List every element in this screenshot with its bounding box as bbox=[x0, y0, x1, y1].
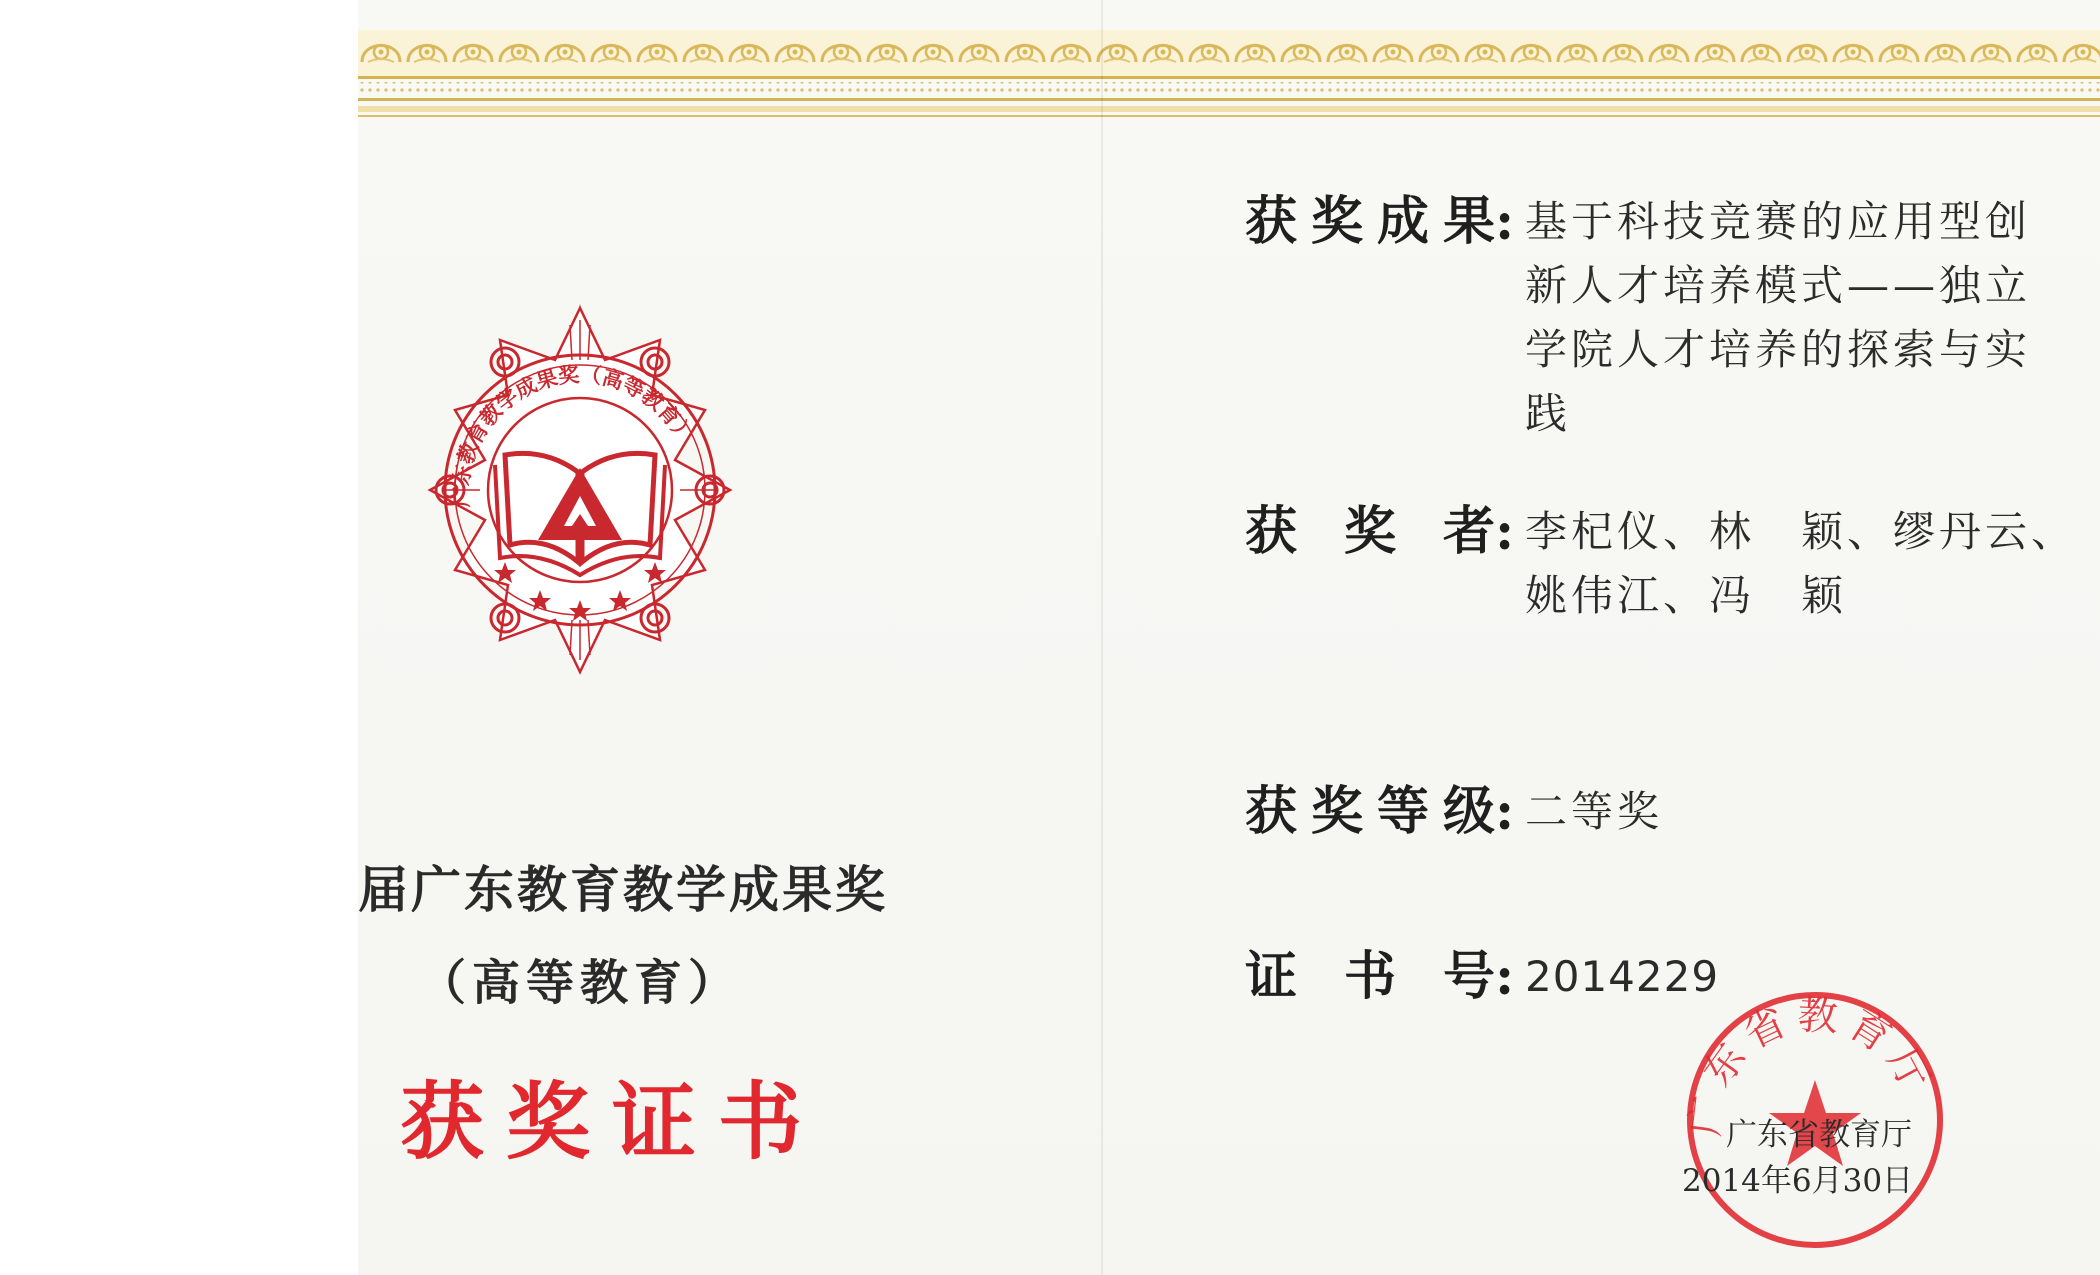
level-value: 二等奖 bbox=[1525, 787, 1664, 836]
scan-margin bbox=[0, 0, 358, 1275]
cert-number-value: 2014229 bbox=[1525, 952, 1720, 1001]
award-emblem bbox=[400, 300, 760, 680]
achievement-value: 基于科技竞赛的应用型创新人才培养模式——独立学院人才培养的探索与实践 bbox=[1525, 197, 2032, 438]
achievement-colon: : bbox=[1495, 191, 1515, 252]
issuer-title: 届广东教育教学成果奖 bbox=[358, 860, 888, 919]
page-fold bbox=[1101, 0, 1103, 1275]
certificate-title: 获奖证书 bbox=[400, 1072, 825, 1171]
level-label: 获奖等级 bbox=[1245, 781, 1495, 842]
signature-block bbox=[1682, 1112, 1912, 1204]
seal-text: 广东省教育厅 bbox=[1682, 992, 1942, 1139]
cert-number-colon: : bbox=[1495, 946, 1515, 1007]
achievement-label: 获奖成果 bbox=[1245, 191, 1495, 252]
level-colon: : bbox=[1495, 781, 1515, 842]
emblem-ring-text: 广东教育教学成果奖（高等教育） bbox=[448, 362, 698, 508]
winners-value bbox=[1525, 500, 2077, 628]
issuer-subtitle: （高等教育） bbox=[418, 955, 743, 1011]
winners-label: 获奖者 bbox=[1245, 501, 1495, 562]
field-winners bbox=[1245, 500, 2077, 628]
winners-colon: : bbox=[1495, 501, 1515, 562]
field-cert-number bbox=[1245, 945, 1719, 1009]
award-issuer bbox=[358, 850, 958, 1013]
field-level bbox=[1245, 780, 1663, 844]
winners-line-2: 姚伟江、冯 颖 bbox=[1525, 571, 1848, 620]
decorative-border bbox=[358, 30, 2100, 122]
winners-line-1: 李杞仪、林 颖、缪丹云、 bbox=[1525, 507, 2078, 556]
cert-number-label: 证书号 bbox=[1245, 946, 1495, 1007]
field-achievement bbox=[1245, 190, 2045, 446]
signature-date: 2014年6月30日 bbox=[1682, 1163, 1914, 1199]
signature-org: 广东省教育厅 bbox=[1726, 1117, 1912, 1153]
